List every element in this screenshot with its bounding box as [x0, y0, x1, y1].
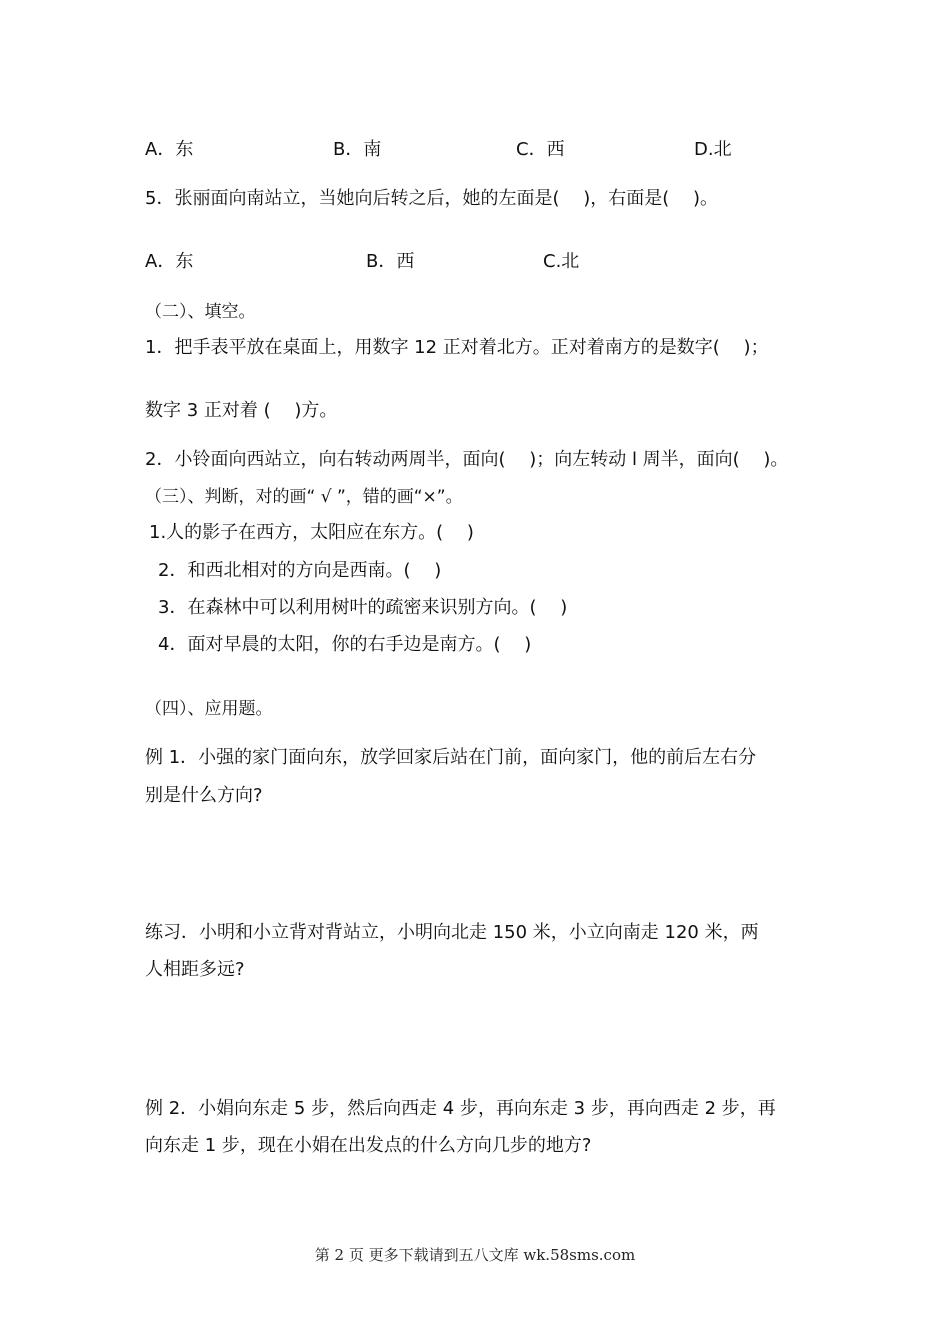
practice-line1: 练习．小明和小立背对背站立，小明向北走 150 米，小立向南走 120 米，两: [145, 922, 759, 943]
q5-option-b: B．西: [366, 251, 415, 272]
section2-q2: 2．小铃面向西站立，向右转动两周半，面向( )；向左转动 l 周半，面向( )。: [145, 449, 789, 470]
section4-title: （四）、应用题。: [145, 699, 273, 719]
q4-option-a: A．东: [145, 139, 194, 160]
q4-option-c: C．西: [516, 139, 565, 160]
section2-q1-line2: 数字 3 正对着 ( )方。: [145, 400, 338, 421]
section3-item-2: 2．和西北相对的方向是西南。( ): [158, 560, 442, 581]
example1-line1: 例 1．小强的家门面向东，放学回家后站在门前，面向家门，他的前后左右分: [145, 747, 757, 768]
example1-line2: 别是什么方向?: [145, 785, 263, 806]
section3-item-3: 3．在森林中可以利用树叶的疏密来识别方向。( ): [158, 597, 568, 618]
section2-q1-line1: 1．把手表平放在桌面上，用数字 12 正对着北方。正对着南方的是数字( )；: [145, 337, 769, 358]
q5-option-a: A．东: [145, 251, 194, 272]
page-footer: 第 2 页 更多下载请到五八文库 wk.58sms.com: [314, 1246, 636, 1264]
q4-option-d: D.北: [694, 139, 732, 160]
section3-title: （三）、判断，对的画“ √ ”，错的画“×”。: [145, 487, 463, 507]
example2-line1: 例 2．小娟向东走 5 步，然后向西走 4 步，再向东走 3 步，再向西走 2 步，再: [145, 1098, 776, 1119]
section3-item-1: 1.人的影子在西方，太阳应在东方。( ): [149, 522, 474, 543]
section3-item-4: 4．面对早晨的太阳，你的右手边是南方。( ): [158, 634, 532, 655]
section2-title: （二）、填空。: [145, 302, 256, 322]
q5-option-c: C.北: [543, 251, 580, 272]
q5-text: 5．张丽面向南站立，当她向后转之后，她的左面是( )，右面是( )。: [145, 188, 718, 209]
q4-option-b: B．南: [333, 139, 382, 160]
example2-line2: 向东走 1 步，现在小娟在出发点的什么方向几步的地方?: [145, 1135, 592, 1156]
practice-line2: 人相距多远?: [145, 959, 245, 980]
